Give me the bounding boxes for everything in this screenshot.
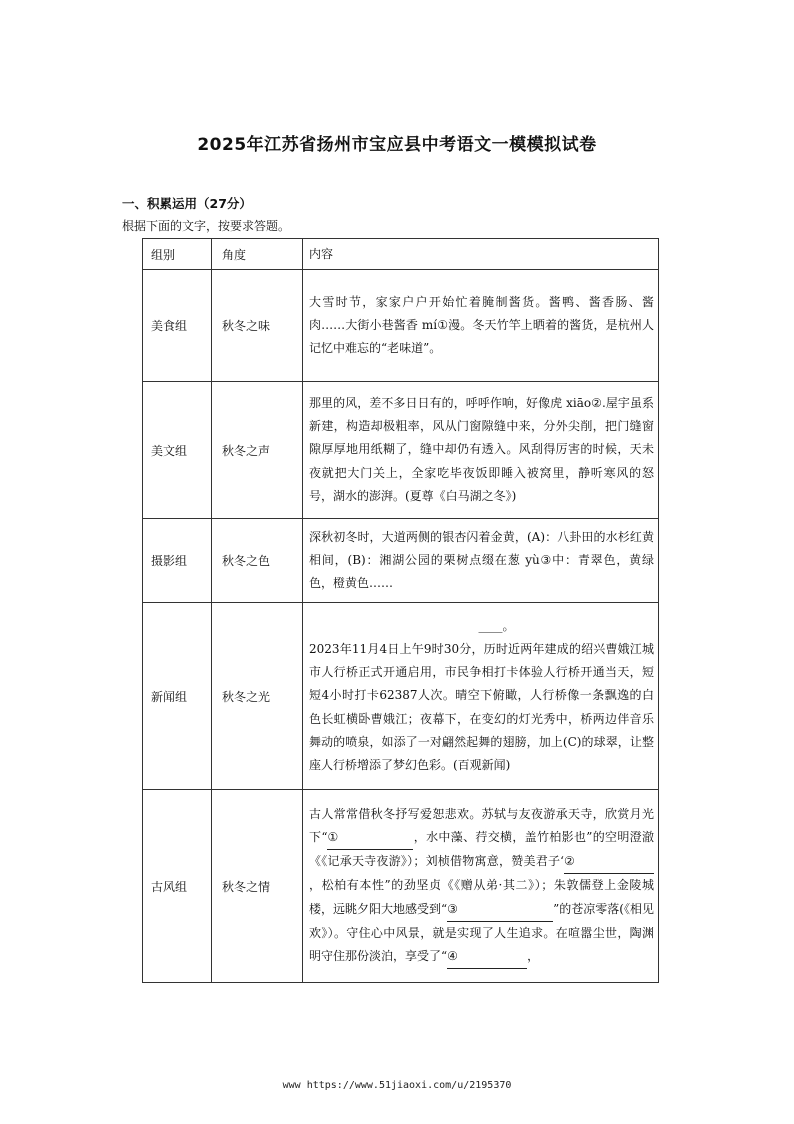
page-title: 2025年江苏省扬州市宝应县中考语文一模模拟试卷 [197,135,597,155]
row-angle: 秋冬之味 [212,270,303,382]
fill-blank-3[interactable] [447,898,553,922]
table-header-row [143,239,659,270]
poetry-text: 古人常常借秋冬抒写爱恕悲欢。苏轼与友夜游承天寺，欣赏月光下“ [309,806,654,844]
section-heading: 一、积累运用（27分） [122,196,252,211]
row-content-news [303,603,659,790]
row-angle: 秋冬之光 [212,603,303,790]
table-row [143,382,659,519]
header-group: 组别 [143,239,212,270]
table-row [143,790,659,983]
table-row [143,603,659,790]
row-angle: 秋冬之色 [212,519,303,603]
header-angle: 角度 [212,239,303,270]
blank-number: ② [564,854,575,869]
instruction-text: 根据下面的文字，按要求答题。 [122,219,291,233]
row-content-poetry [303,790,659,983]
table-row [143,519,659,603]
poetry-text: ，水中藻、荇交横，盖竹柏影也”的空明澄澈《《记承天寺夜游》）；刘桢借物寓意，赞美君子‘ [309,829,655,869]
fill-blank-2[interactable] [564,850,654,874]
blank-number: ④ [447,949,458,963]
blank-number: ① [327,829,339,844]
footer-watermark-link[interactable]: www https://www.51jiaoxi.com/u/2195370 [282,1080,512,1091]
row-content: 那里的风，差不多日日有的，呼呼作响，好像虎 xiāo②.屋宇虽系新建，构造却极粗率，风从门窗隙缝中来，分外尖削，把门缝窗隙厚厚地用纸糊了，缝中却仍有透入。风刮得厉害的时候，天未夜就把大门关上，全家吃毕夜饭即睡入被窝里，静听寒风的怒号，湖水的澎湃。(夏尊《白马湖之冬》) [303,382,659,519]
poetry-text: ”的苍凉零落(《相见欢》）。守住心中风景，就是实现了人生追求。在喧嚣尘世，陶渊明守住那份淡泊，享受了“ [309,901,654,963]
row-group: 美文组 [143,382,212,519]
header-content: 内容 [303,239,659,270]
row-group: 美食组 [143,270,212,382]
news-headline-blank[interactable]: ____。 [478,618,515,633]
blank-number: ③ [447,901,458,916]
poetry-text: ， [527,949,540,963]
fill-blank-1[interactable] [327,826,413,850]
row-group: 古风组 [143,790,212,983]
row-group: 新闻组 [143,603,212,790]
row-content: 深秋初冬时，大道两侧的银杏闪着金黄，(A)：八卦田的水杉红黄相间，(B)：湘湖公园的栗树点缀在葱 yù③中：青翠色，黄绿色，橙黄色…… [303,519,659,603]
row-angle: 秋冬之声 [212,382,303,519]
poetry-text: ，松柏有本性”的劲坚贞《《赠从弟·其二》）；朱敦儒登上金陵城楼，远眺夕阳大地感受到“ [309,878,654,916]
row-group: 摄影组 [143,519,212,603]
news-body: 2023年11月4日上午9时30分，历时近两年建成的绍兴曹娥江城市人行桥正式开通启用，市民争相打卡体验人行桥开通当天，短短4小时打卡62387人次。晴空下俯瞰，人行桥像一条飘逸的白色长虹横卧曹娥江；夜幕下，在变幻的灯光秀中，桥两边伴音乐舞动的喷泉，如添了一对翩然起舞的翅膀，加上(C)的球翠，让整座人行桥增添了梦幻色彩。(百观新闻) [309,641,654,772]
row-content: 大雪时节，家家户户开始忙着腌制酱货。酱鸭、酱香肠、酱肉……大街小巷酱香 mí①漫。冬天竹竿上晒着的酱货，是杭州人记忆中难忘的“老味道”。 [303,270,659,382]
row-angle: 秋冬之情 [212,790,303,983]
table-row [143,270,659,382]
content-table [142,238,659,983]
fill-blank-4[interactable] [447,945,527,969]
